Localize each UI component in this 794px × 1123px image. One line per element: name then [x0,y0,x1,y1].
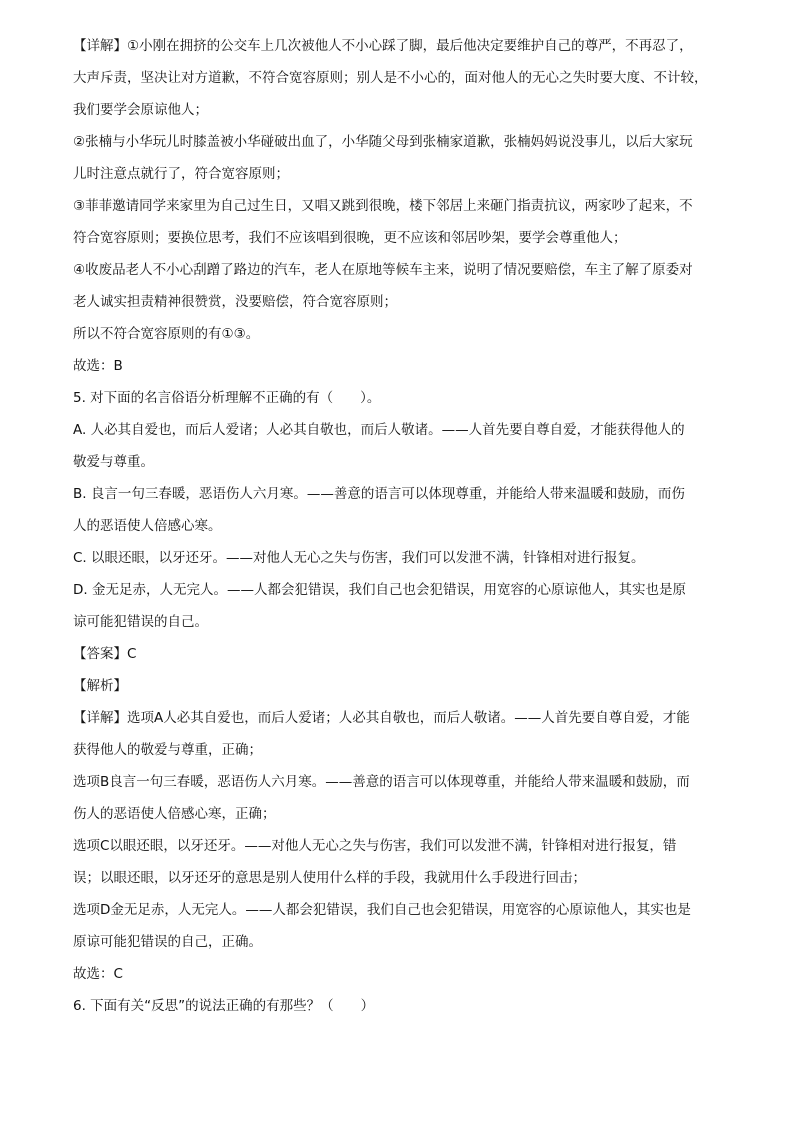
option-a-cont: 敬爱与尊重。 [73,454,154,470]
text-line: 原谅可能犯错误的自己，正确。 [73,934,262,950]
text-line: 大声斥责，坚决让对方道歉，不符合宽容原则；别人是不小心的，面对他人的无心之失时要大度、不计较， [73,70,708,86]
text-line: 伤人的恶语使人倍感心寒，正确； [73,806,276,822]
text-line: 所以不符合宽容原则的有①③。 [73,326,260,342]
text-line: 获得他人的敬爱与尊重，正确； [73,742,262,758]
text-line: ③菲菲邀请同学来家里为自己过生日，又唱又跳到很晚，楼下邻居上来砸门指责抗议，两家吵了起来，不 [73,198,693,214]
answer-line: 故选：B [73,358,123,374]
option-c: C. 以眼还眼，以牙还牙。——对他人无心之失与伤害，我们可以发泄不满，针锋相对进行报复。 [73,550,645,566]
option-b: B. 良言一句三春暖，恶语伤人六月寒。——善意的语言可以体现尊重，并能给人带来温暖和鼓励，而伤 [73,486,685,502]
option-b-cont: 人的恶语使人倍感心寒。 [73,518,222,534]
text-line: ②张楠与小华玩儿时膝盖被小华碰破出血了，小华随父母到张楠家道歉，张楠妈妈说没事儿，以后大家玩 [73,134,693,150]
text-line: 误；以眼还眼，以牙还牙的意思是别人使用什么样的手段，我就用什么手段进行回击； [73,870,586,886]
question-5-title: 5. 对下面的名言俗语分析理解不正确的有（ ）。 [73,390,381,406]
answer-label: 【答案】C [73,646,137,662]
text-line: 选项B良言一句三春暖，恶语伤人六月寒。——善意的语言可以体现尊重，并能给人带来温暖和鼓励，而 [73,774,690,790]
text-line: 符合宽容原则；要换位思考，我们不应该唱到很晚，更不应该和邻居吵架，要学会尊重他人； [73,230,627,246]
text-line: 【详解】选项A人必其自爱也，而后人爱诸；人必其自敬也，而后人敬诸。——人首先要自尊自爱，才能 [73,710,690,726]
text-line: 【详解】①小刚在拥挤的公交车上几次被他人不小心踩了脚，最后他决定要维护自己的尊严，不再忍了， [73,38,693,54]
question-6-title: 6. 下面有关“反思”的说法正确的有那些？（ ） [73,998,375,1014]
text-line: 儿时注意点就行了，符合宽容原则； [73,166,289,182]
text-line: 选项D金无足赤，人无完人。——人都会犯错误，我们自己也会犯错误，用宽容的心原谅他人，其实也是 [73,902,691,918]
answer-line: 故选：C [73,966,123,982]
text-line: 选项C以眼还眼，以牙还牙。——对他人无心之失与伤害，我们可以发泄不满，针锋相对进行报复，错 [73,838,677,854]
text-line: 老人诚实担责精神很赞赏，没要赔偿，符合宽容原则； [73,294,397,310]
analysis-label: 【解析】 [73,678,127,694]
text-line: ④收废品老人不小心刮蹭了路边的汽车，老人在原地等候车主来，说明了情况要赔偿，车主了解了原委对 [73,262,693,278]
option-a: A. 人必其自爱也，而后人爱诸；人必其自敬也，而后人敬诸。——人首先要自尊自爱，才能获得他人的 [73,422,685,438]
text-line: 我们要学会原谅他人； [73,102,208,118]
option-d-cont: 谅可能犯错误的自己。 [73,614,208,630]
option-d: D. 金无足赤，人无完人。——人都会犯错误，我们自己也会犯错误，用宽容的心原谅他人，其实也是原 [73,582,686,598]
